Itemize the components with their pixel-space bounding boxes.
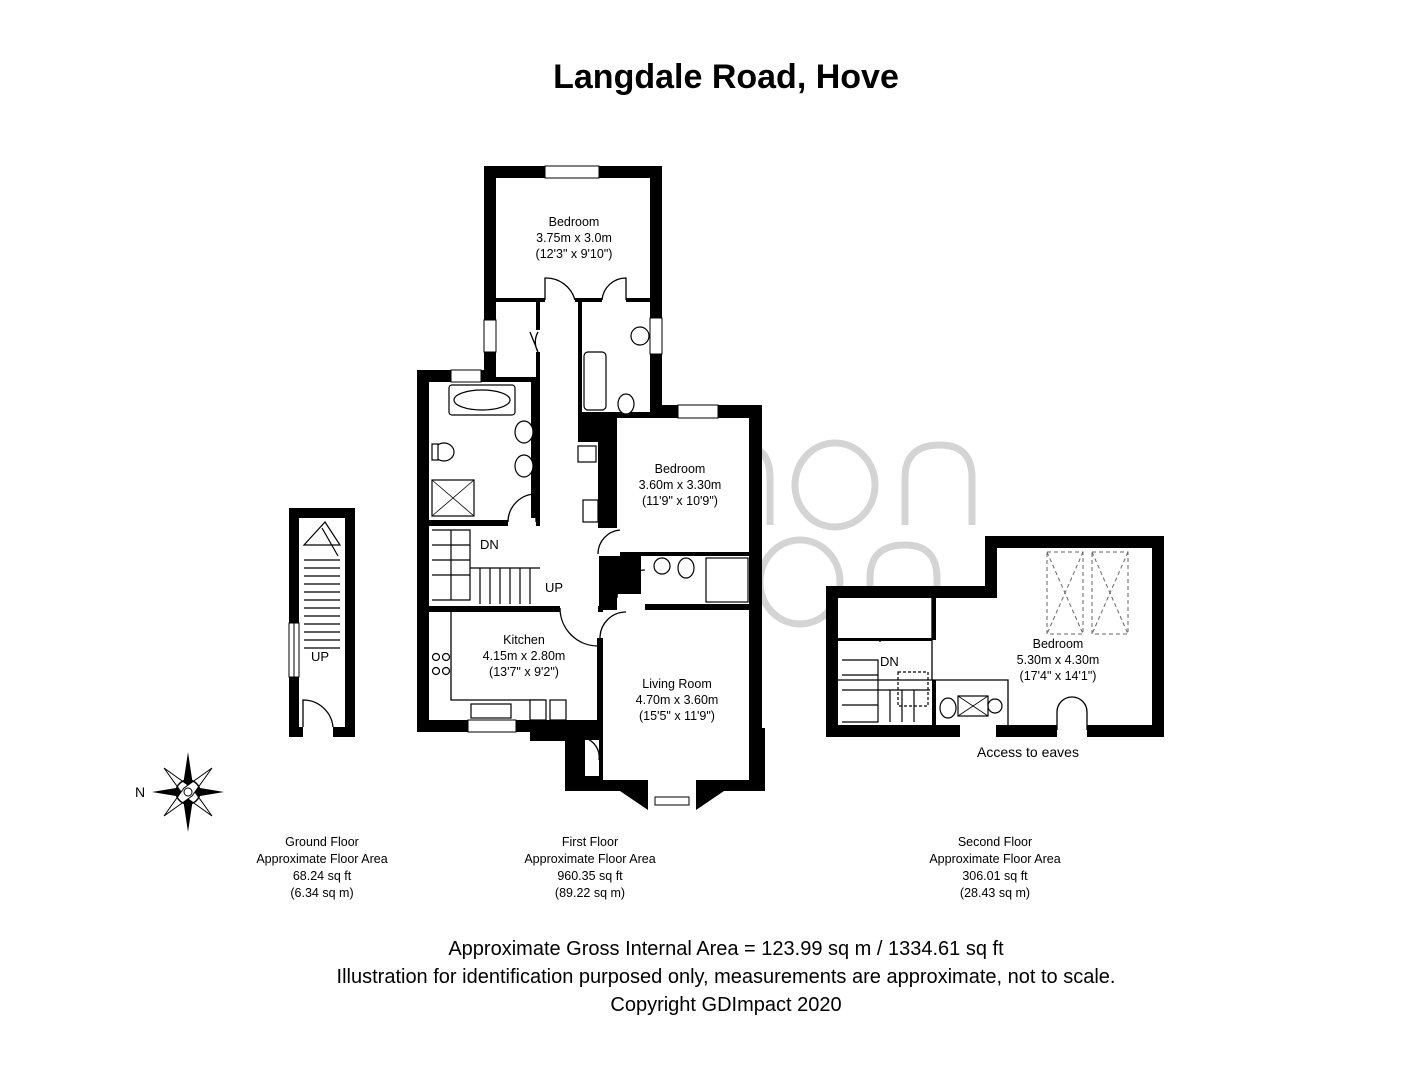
room-size-metric: 3.75m x 3.0m [536,231,612,245]
room-size-imperial: (17'4" x 14'1") [1019,669,1097,683]
floor-area-sqm: (6.34 sq m) [290,886,354,900]
access-to-eaves-label: Access to eaves [977,744,1079,760]
room-size-metric: 5.30m x 4.30m [1016,653,1100,667]
second-floor-plan [826,536,1164,760]
room-size-imperial: (15'5" x 11'9") [639,709,715,723]
floor-caption: Approximate Floor Area [256,852,388,866]
floor-area-sqft: 306.01 sq ft [962,869,1028,883]
room-name: Bedroom [548,215,600,229]
room-size-metric: 4.15m x 2.80m [482,649,566,663]
floor-area-second [929,835,1060,900]
second-stairs-dn-label: DN [880,654,899,669]
compass-rose-icon [152,752,224,832]
floor-area-ground [256,835,387,900]
compass-north-label: N [134,784,146,800]
room-name: Living Room [642,677,712,691]
first-floor-plan [417,166,765,810]
copyright-text: Copyright GDImpact 2020 [610,994,842,1016]
room-size-metric: 3.60m x 3.30m [638,478,722,492]
room-name: Kitchen [503,633,545,647]
disclaimer-text: Illustration for identification purposed only, measurements are approximate, not to scale. [336,966,1116,988]
room-name: Bedroom [654,462,706,476]
room-living-room [636,677,719,723]
first-stairs-dn-label: DN [480,537,499,552]
room-size-imperial: (12'3" x 9'10") [535,247,613,261]
floor-caption: Approximate Floor Area [524,852,656,866]
floor-name: Second Floor [957,835,1033,849]
floor-area-sqm: (89.22 sq m) [554,886,626,900]
room-size-imperial: (13'7" x 9'2") [489,665,559,679]
floor-area-sqm: (28.43 sq m) [959,886,1031,900]
gross-area-text: Approximate Gross Internal Area = 123.99 sq m / 1334.61 sq ft [448,938,1004,960]
room-size-imperial: (11'9" x 10'9") [642,494,718,508]
first-stairs-up-label: UP [545,580,564,595]
room-name: Bedroom [1032,637,1084,651]
room-size-metric: 4.70m x 3.60m [635,693,719,707]
floor-name: Ground Floor [285,835,359,849]
floor-area-sqft: 68.24 sq ft [292,869,352,883]
ground-floor-plan [289,508,355,737]
floor-area-sqft: 960.35 sq ft [557,869,623,883]
floor-name: First Floor [561,835,619,849]
floor-area-first [524,835,655,900]
plan-title: Langdale Road, Hove [553,58,899,96]
floor-caption: Approximate Floor Area [929,852,1061,866]
ground-stairs-up-label: UP [311,649,330,664]
